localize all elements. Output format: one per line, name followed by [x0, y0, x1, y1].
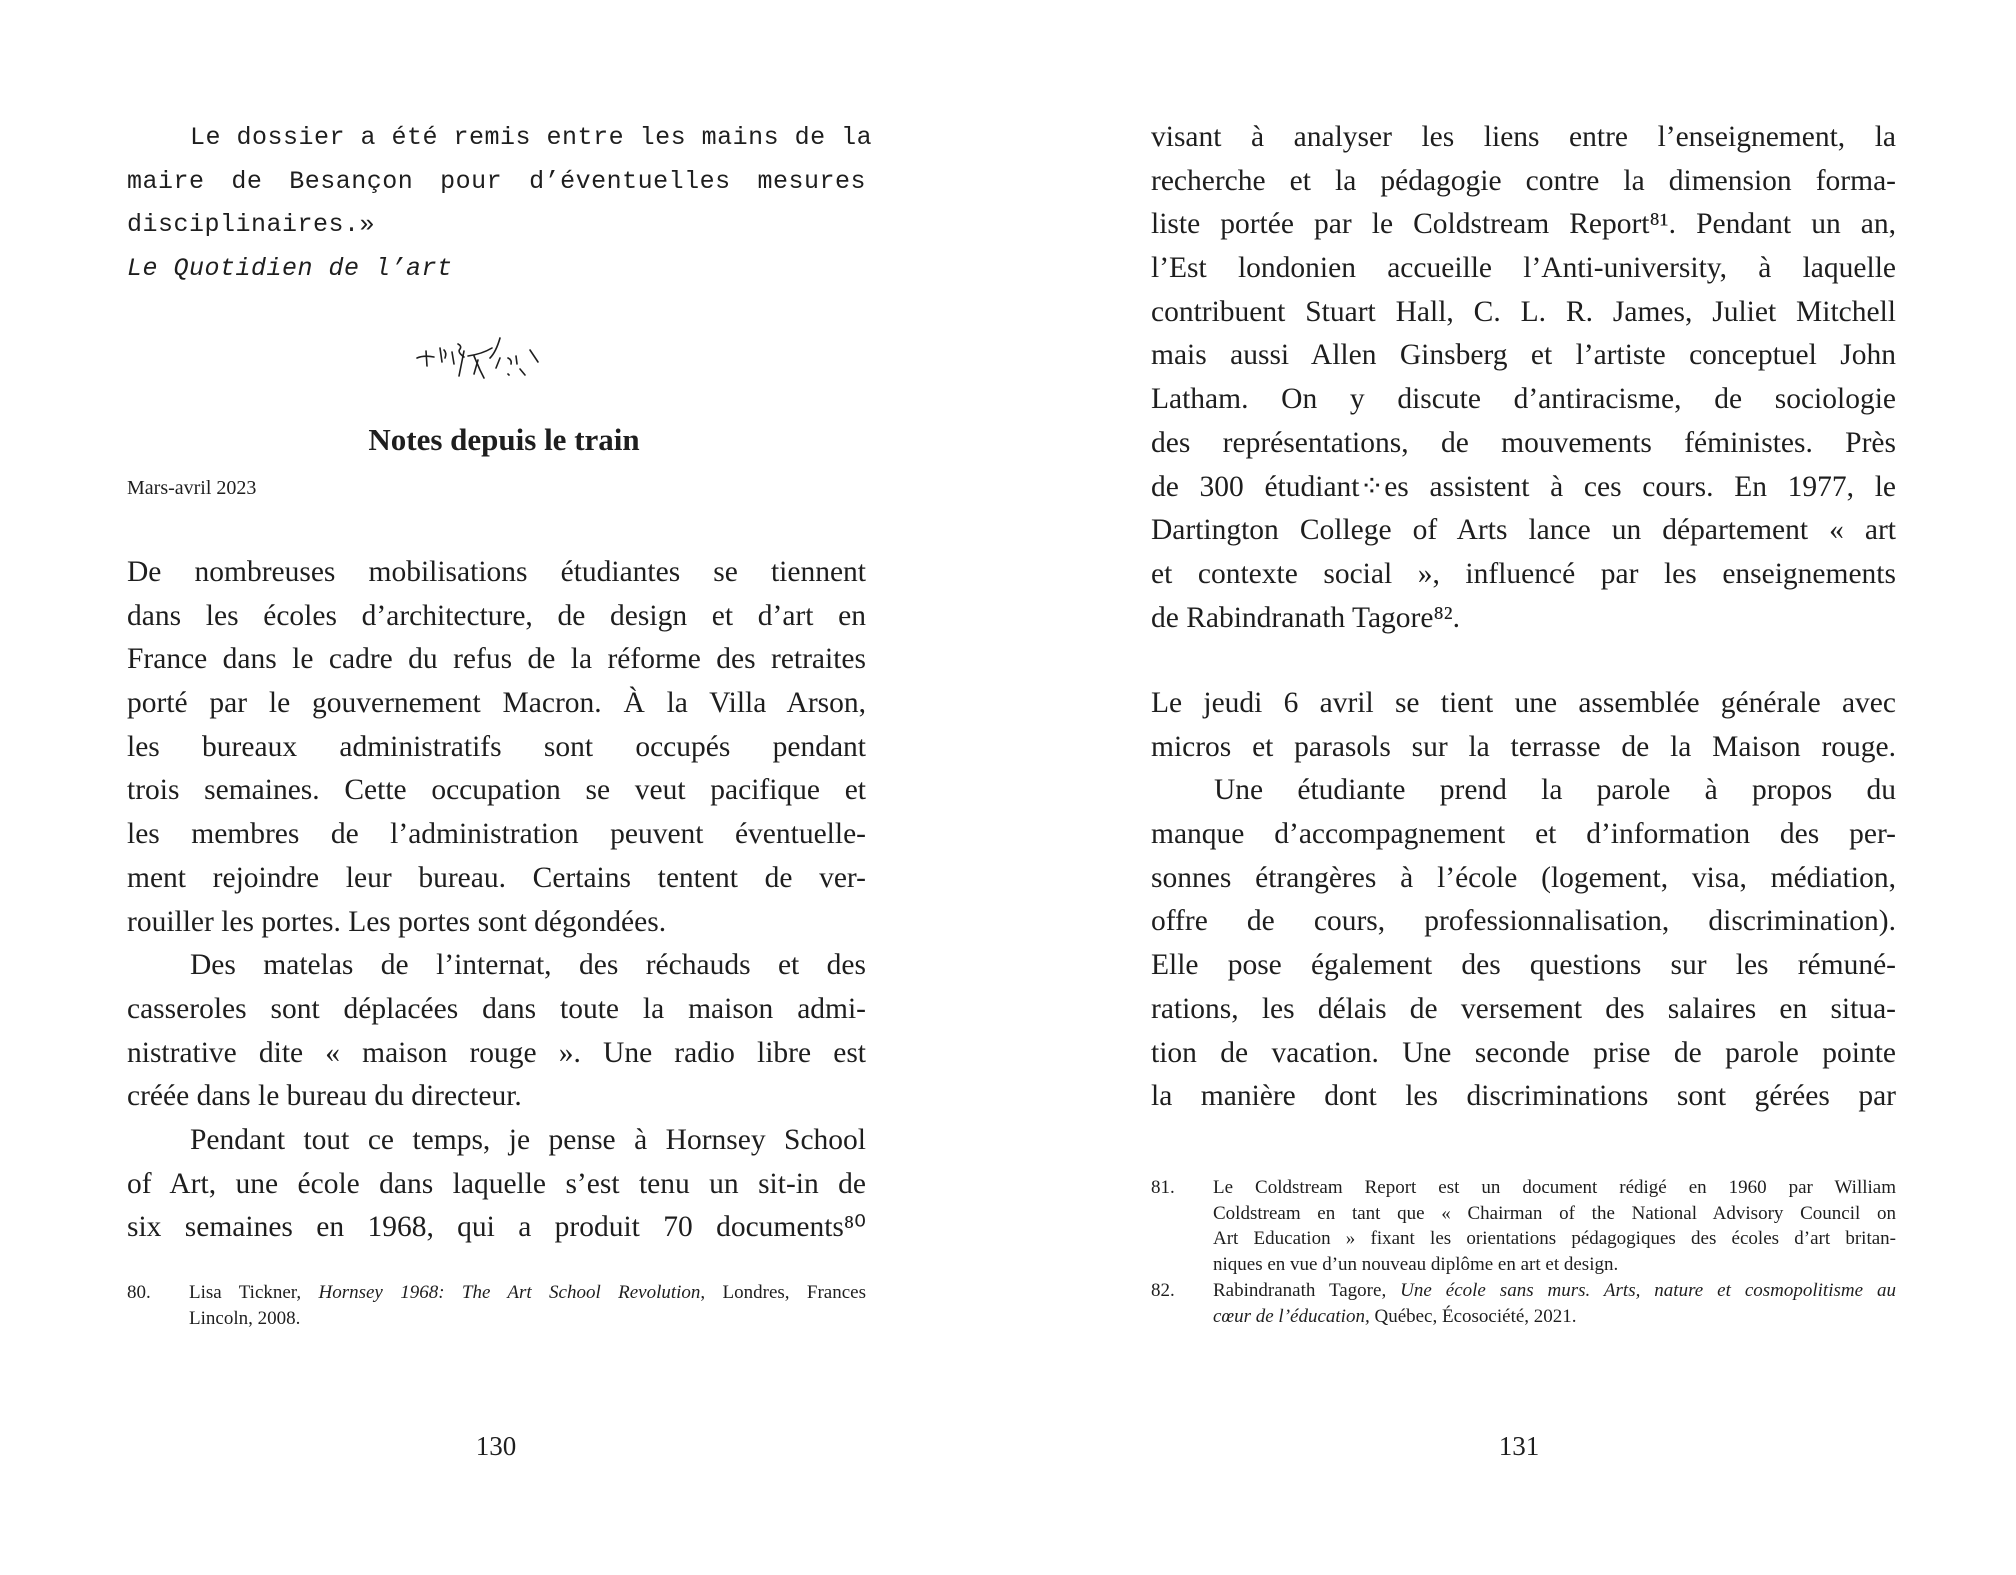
text-line: [1151, 334, 1896, 378]
text-line: [127, 247, 866, 291]
right-page: [1008, 0, 2016, 1575]
text-line: [1151, 726, 1896, 770]
text-line: [1151, 116, 1896, 160]
text-line: [127, 1075, 866, 1119]
text-run: Une étudiante prend la parole à propos du: [1214, 774, 1896, 807]
text-line: [127, 813, 866, 857]
text-line: [127, 988, 866, 1032]
text-run: Coldstream en tant que « Chairman of the National Advisory Council on: [1213, 1202, 1896, 1224]
footnote-line: [1213, 1175, 1896, 1201]
text-run: rations, les délais de versement des salaires en situa-: [1151, 992, 1896, 1025]
text-run: offre de cours, professionnalisation, discrimination).: [1151, 905, 1896, 938]
text-line: [1151, 769, 1896, 813]
section-title: Notes depuis le train: [368, 422, 640, 457]
text-run: maire de Besançon pour d’éventuelles mesures: [127, 166, 866, 196]
text-line: [1151, 944, 1896, 988]
text-line: [1151, 1075, 1896, 1119]
text-run: Des matelas de l’internat, des réchauds et des: [190, 949, 866, 982]
footnotes: [1151, 1175, 1896, 1329]
text-run: Dartington College of Arts lance un département « art: [1151, 514, 1896, 547]
quote-block: [127, 116, 873, 291]
text-run: des représentations, de mouvements féministes. Près: [1151, 426, 1896, 459]
footnote-text: [1213, 1278, 1896, 1329]
text-run: les membres de l’administration peuvent éventuelle-: [127, 818, 866, 851]
footnote-number: 80.: [127, 1282, 151, 1303]
text-run: Rabindranath Tagore,: [1213, 1279, 1401, 1301]
text-run: liste portée par le Coldstream Report⁸¹. Pendant un an,: [1151, 208, 1896, 241]
text-run: ment rejoindre leur bureau. Certains tentent de ver-: [127, 861, 866, 894]
text-run: rouiller les portes. Les portes sont dégondées.: [127, 905, 667, 938]
page-number: 131: [1498, 1431, 1540, 1461]
text-run: trois semaines. Cette occupation se veut pacifique et: [127, 774, 866, 807]
italic-text-run: Hornsey 1968: The Art School Revolution: [318, 1282, 701, 1303]
text-run: visant à analyser les liens entre l’enseignement, la: [1151, 121, 1896, 153]
footnote-line: [189, 1280, 866, 1306]
text-run: casseroles sont déplacées dans toute la maison admi-: [127, 992, 866, 1025]
text-run: recherche et la pédagogie contre la dimension forma-: [1151, 164, 1896, 197]
text-run: manque d’accompagnement et d’information des per-: [1151, 818, 1896, 851]
text-line: [1151, 203, 1896, 247]
page-number: 130: [475, 1431, 517, 1461]
text-line: [127, 1206, 866, 1250]
footnote-line: [189, 1306, 866, 1332]
footnote: [1151, 1175, 1896, 1278]
text-run: disciplinaires.»: [127, 210, 376, 240]
footnote-line: [1213, 1252, 1896, 1278]
footnote-line: [1213, 1304, 1896, 1330]
text-line: [1151, 813, 1896, 857]
text-run: les bureaux administratifs sont occupés pendant: [127, 730, 866, 763]
text-run: France dans le cadre du refus de la réforme des retraites: [127, 643, 866, 676]
text-line: [1151, 857, 1896, 901]
text-run: Le Quotidien de l’art: [127, 254, 453, 284]
footnote: [127, 1280, 866, 1331]
text-run: l’Est londonien accueille l’Anti-university, à laquelle: [1151, 252, 1896, 285]
text-run: de Rabindranath Tagore⁸².: [1151, 601, 1460, 634]
text-line: [1151, 378, 1896, 422]
text-run: dans les écoles d’architecture, de design et d’art en: [127, 599, 866, 632]
text-line: [1151, 422, 1896, 466]
footnote-line: [1213, 1226, 1896, 1252]
text-line: [127, 1032, 866, 1076]
italic-text-run: cœur de l’éducation,: [1213, 1305, 1370, 1327]
text-run: Pendant tout ce temps, je pense à Hornsey School: [190, 1123, 866, 1156]
text-line: [127, 944, 866, 988]
text-line: [127, 116, 873, 160]
text-line: [127, 1119, 866, 1163]
text-line: [1151, 247, 1896, 291]
text-run: nistrative dite « maison rouge ». Une radio libre est: [127, 1036, 866, 1069]
text-line: [1151, 597, 1896, 641]
text-line: [127, 160, 866, 204]
text-line: [127, 769, 866, 813]
text-run: De nombreuses mobilisations étudiantes se tiennent: [127, 556, 866, 588]
text-run: de 300 étudiant⁘es assistent à ces cours. En 1977, le: [1151, 470, 1896, 503]
text-line: [1151, 553, 1896, 597]
text-run: , Londres, Frances: [700, 1282, 866, 1303]
text-run: tion de vacation. Une seconde prise de parole pointe: [1151, 1036, 1896, 1069]
text-line: [127, 1163, 866, 1207]
text-run: et contexte social », influencé par les enseignements: [1151, 557, 1896, 590]
text-run: Québec, Écosociété, 2021.: [1369, 1305, 1577, 1327]
text-run: la manière dont les discriminations sont gérées par: [1151, 1080, 1896, 1113]
text-run: Lisa Tickner,: [189, 1282, 319, 1303]
text-run: niques en vue d’un nouveau diplôme en art et design.: [1213, 1254, 1619, 1276]
footnote-text: [1213, 1175, 1896, 1278]
italic-text-run: Une école sans murs. Arts, nature et cosmopolitisme au: [1400, 1279, 1896, 1301]
text-line: [127, 638, 866, 682]
text-run: créée dans le bureau du directeur.: [127, 1080, 522, 1113]
text-line: [127, 595, 866, 639]
text-line: [1151, 509, 1896, 553]
text-run: contribuent Stuart Hall, C. L. R. James, Juliet Mitchell: [1151, 295, 1896, 328]
text-run: sonnes étrangères à l’école (logement, visa, médiation,: [1151, 861, 1896, 894]
footnotes: [127, 1280, 866, 1331]
text-run: Art Education » fixant les orientations pédagogiques des écoles d’art britan-: [1213, 1228, 1896, 1250]
footnote-number: 82.: [1151, 1279, 1175, 1301]
text-line: [1151, 466, 1896, 510]
body-text: [127, 551, 866, 1250]
text-line: [127, 726, 866, 770]
text-run: six semaines en 1968, qui a produit 70 documents⁸⁰: [127, 1211, 866, 1244]
section-date: Mars-avril 2023: [127, 477, 257, 499]
text-run: Le dossier a été remis entre les mains de la: [190, 123, 873, 152]
body-text: [1151, 116, 1896, 640]
text-run: mais aussi Allen Ginsberg et l’artiste conceptuel John: [1151, 339, 1896, 372]
text-line: [1151, 682, 1896, 726]
text-run: Le jeudi 6 avril se tient une assemblée générale avec: [1151, 687, 1896, 719]
text-run: of Art, une école dans laquelle s’est tenu un sit-in de: [127, 1167, 866, 1200]
text-run: porté par le gouvernement Macron. À la Villa Arson,: [127, 687, 866, 720]
footnote: [1151, 1278, 1896, 1329]
text-line: [1151, 988, 1896, 1032]
footnote-number: 81.: [1151, 1177, 1175, 1198]
footnote-text: [189, 1280, 866, 1331]
text-line: [1151, 1032, 1896, 1076]
text-line: [127, 857, 866, 901]
footnote-line: [1213, 1201, 1896, 1227]
text-run: micros et parasols sur la terrasse de la Maison rouge.: [1151, 730, 1896, 763]
text-run: Le Coldstream Report est un document rédigé en 1960 par William: [1213, 1177, 1896, 1198]
text-run: Lincoln, 2008.: [189, 1307, 301, 1329]
text-line: [1151, 291, 1896, 335]
text-line: [127, 682, 866, 726]
text-line: [1151, 900, 1896, 944]
text-line: [127, 901, 866, 945]
footnote-line: [1213, 1278, 1896, 1304]
text-line: [127, 203, 866, 247]
signature-drawing-icon: [412, 336, 582, 394]
text-line: [1151, 160, 1896, 204]
text-line: [127, 551, 866, 595]
text-run: Latham. On y discute d’antiracisme, de sociologie: [1151, 383, 1896, 416]
body-text-2: [1151, 682, 1896, 1119]
text-run: Elle pose également des questions sur les rémuné-: [1151, 949, 1896, 982]
